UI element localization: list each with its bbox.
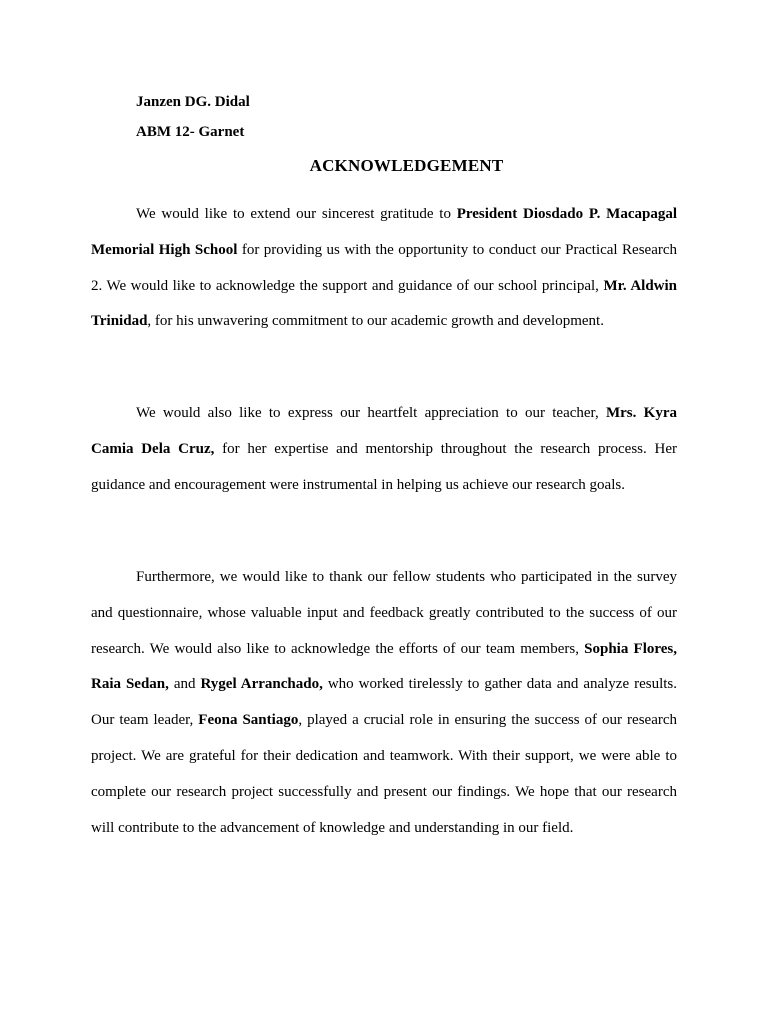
class-section: ABM 12- Garnet (136, 124, 245, 140)
paragraph-1 (91, 197, 677, 340)
author-name: Janzen DG. Didal (136, 94, 250, 110)
paragraph-3-text-4: , played a crucial role in ensuring the success of our research project. We are grateful for their dedication and teamwork. With their support, we were able to complete our research project successfully and present our findings. We hope that our research will contribute to the advancement of knowledge and understanding in our field. (91, 712, 678, 836)
paragraph-1-text-2: for providing us with the opportunity to conduct our Practical Research 2. We would like to acknowledge the support and guidance of our school principal, (91, 241, 678, 294)
paragraph-1-text-3: , for his unwavering commitment to our academic growth and development. (147, 313, 604, 330)
paragraph-2-text-2: for her expertise and mentorship throughout the research process. Her guidance and encouragement were instrumental in helping us achieve our research goals. (91, 440, 677, 493)
paragraph-3 (91, 560, 677, 846)
paragraph-2-text-1: We would also like to express our heartfelt appreciation to our teacher, (136, 405, 606, 421)
team-members-2: Rygel Arranchado, (200, 676, 323, 693)
school-name: President Diosdado P. Macapagal Memorial High School (91, 206, 677, 258)
teacher-name: Mrs. Kyra Camia Dela Cruz, (91, 405, 677, 457)
principal-name: Mr. Aldwin Trinidad (91, 277, 677, 330)
page-title: ACKNOWLEDGEMENT (309, 156, 504, 175)
team-leader-name: Feona Santiago (198, 712, 299, 729)
paragraph-3-text-2: and (168, 676, 201, 693)
paragraph-1-text-1: We would like to extend our sincerest gratitude to (136, 206, 457, 222)
paragraph-3-text-1: Furthermore, we would like to thank our fellow students who participated in the survey and questionnaire, whose valuable input and feedback greatly contributed to the success of our research. We would also like to acknowledge the efforts of our team members, (91, 569, 677, 657)
paragraph-2 (91, 396, 677, 503)
team-members-1: Sophia Flores, Raia Sedan, (91, 640, 677, 693)
paragraph-3-text-3: who worked tirelessly to gather data and analyze results. Our team leader, (91, 676, 677, 729)
